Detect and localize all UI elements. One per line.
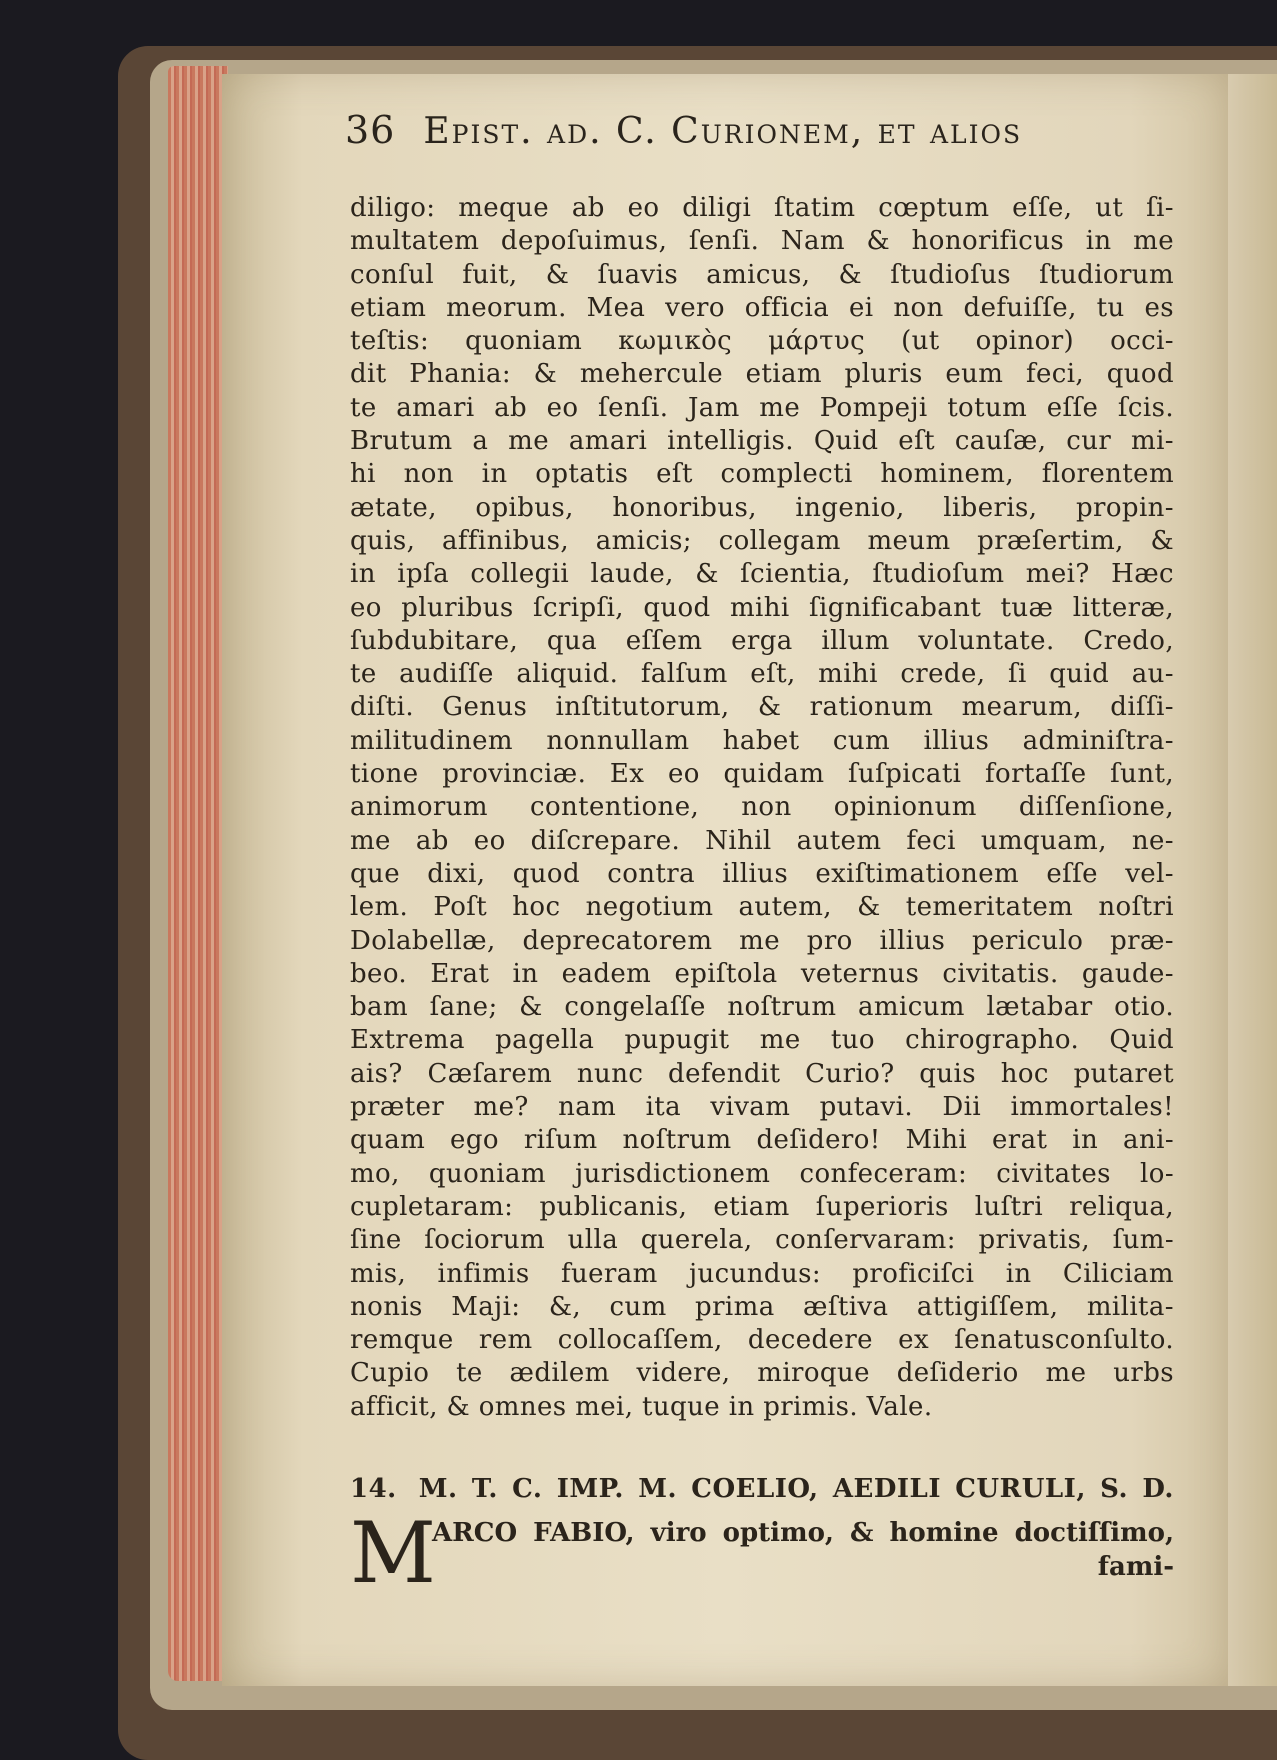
text-line: dit Phania: & mehercule etiam pluris eum feci, quod: [350, 359, 1174, 390]
text-line: bam ſane; & congelaſſe noſtrum amicum lætabar otio.: [350, 992, 1174, 1023]
text-line: te amari ab eo ſenſi. Jam me Pompeji totum eſſe ſcis.: [350, 392, 1174, 423]
text-line: diſti. Genus inſtitutorum, & rationum mearum, diſſi-: [350, 692, 1174, 723]
text-line: cupletaram: publicanis, etiam ſuperioris luſtri reliqua,: [350, 1191, 1174, 1222]
text-line: diligo: meque ab eo diligi ſtatim cœptum eſſe, ut ſi-: [350, 193, 1174, 223]
text-line: ſubdubitare, qua eſſem erga illum voluntate. Credo,: [350, 625, 1174, 656]
letter-opening-line: ARCO FABIO, viro optimo, & homine doctiſſimo,: [432, 1518, 1174, 1548]
text-line: te audiſſe aliquid. falſum eſt, mihi crede, ſi quid au-: [350, 659, 1174, 690]
text-line: ætate, opibus, honoribus, ingenio, liberis, propin-: [350, 492, 1174, 523]
text-line: Cupio te ædilem videre, miroque deſiderio me urbs: [350, 1358, 1174, 1389]
text-line: lem. Poſt hoc negotium autem, & temeritatem noſtri: [350, 892, 1174, 923]
running-head-title: Epist. ad. C. Curionem, et alios: [423, 111, 1023, 152]
letter-number: 14.: [350, 1474, 397, 1504]
text-line: Brutum a me amari intelligis. Quid eſt cauſæ, cur mi-: [350, 426, 1174, 457]
text-line: ais? Cæſarem nunc defendit Curio? quis hoc putaret: [350, 1058, 1174, 1089]
text-line: beo. Erat in eadem epiſtola veternus civitatis. gaude-: [350, 958, 1174, 989]
text-line: hi non in optatis eſt complecti hominem, florentem: [350, 459, 1174, 490]
text-line: remque rem collocaſſem, decedere ex ſenatusconſulto.: [350, 1325, 1174, 1356]
text-line: quis, affinibus, amicis; collegam meum præſertim, &: [350, 525, 1174, 556]
red-page-edges: [168, 66, 228, 1681]
text-line: afficit, & omnes mei, tuque in primis. Vale.: [350, 1391, 933, 1422]
running-head: [345, 108, 1115, 164]
text-line: conſul fuit, & ſuavis amicus, & ſtudioſus ſtudiorum: [350, 259, 1174, 290]
text-line: animorum contentione, non opinionum diſſenſione,: [350, 792, 1174, 823]
text-line: præter me? nam ita vivam putavi. Dii immortales!: [350, 1092, 1174, 1123]
catchword: fami-: [1097, 1552, 1174, 1582]
text-line: Dolabellæ, deprecatorem me pro illius periculo præ-: [350, 925, 1174, 956]
text-line: Extrema pagella pupugit me tuo chirographo. Quid: [350, 1025, 1174, 1056]
text-line: etiam meorum. Mea vero officia ei non defuiſſe, tu es: [350, 292, 1174, 323]
text-line: mo, quoniam jurisdictionem confeceram: civitates lo-: [350, 1158, 1174, 1189]
text-line: militudinem nonnullam habet cum illius adminiſtra-: [350, 725, 1174, 756]
page-gutter: [1228, 74, 1277, 1686]
text-line: mis, infimis fueram jucundus: proficiſci in Ciliciam: [350, 1258, 1174, 1289]
page-number: 36: [345, 108, 396, 152]
letter-body: [350, 192, 1174, 1424]
text-line: ſine ſociorum ulla querela, conſervaram: privatis, ſum-: [350, 1225, 1174, 1256]
text-line: que dixi, quod contra illius exiſtimationem eſſe vel-: [350, 858, 1174, 889]
text-line: multatem depoſuimus, ſenſi. Nam & honorificus in me: [350, 226, 1174, 257]
drop-cap: M: [350, 1504, 437, 1602]
text-line: me ab eo diſcrepare. Nihil autem feci umquam, ne-: [350, 825, 1174, 856]
text-line: teſtis: quoniam κωμικὸς μάρτυς (ut opinor) occi-: [350, 326, 1174, 357]
text-line: eo pluribus ſcripſi, quod mihi ſignificabant tuæ litteræ,: [350, 592, 1174, 623]
letter-heading-row: [350, 1474, 1174, 1508]
text-line: tione provinciæ. Ex eo quidam ſuſpicati fortaſſe ſunt,: [350, 759, 1174, 790]
text-line: nonis Maji: &, cum prima æſtiva attigiſſem, milita-: [350, 1291, 1174, 1322]
text-line: in ipſa collegii laude, & ſcientia, ſtudioſum mei? Hæc: [350, 559, 1174, 590]
text-line: quam ego riſum noſtrum deſidero! Mihi erat in ani-: [350, 1125, 1174, 1156]
letter-heading: M. T. C. IMP. M. COELIO, AEDILI CURULI, S. D.: [418, 1474, 1174, 1504]
